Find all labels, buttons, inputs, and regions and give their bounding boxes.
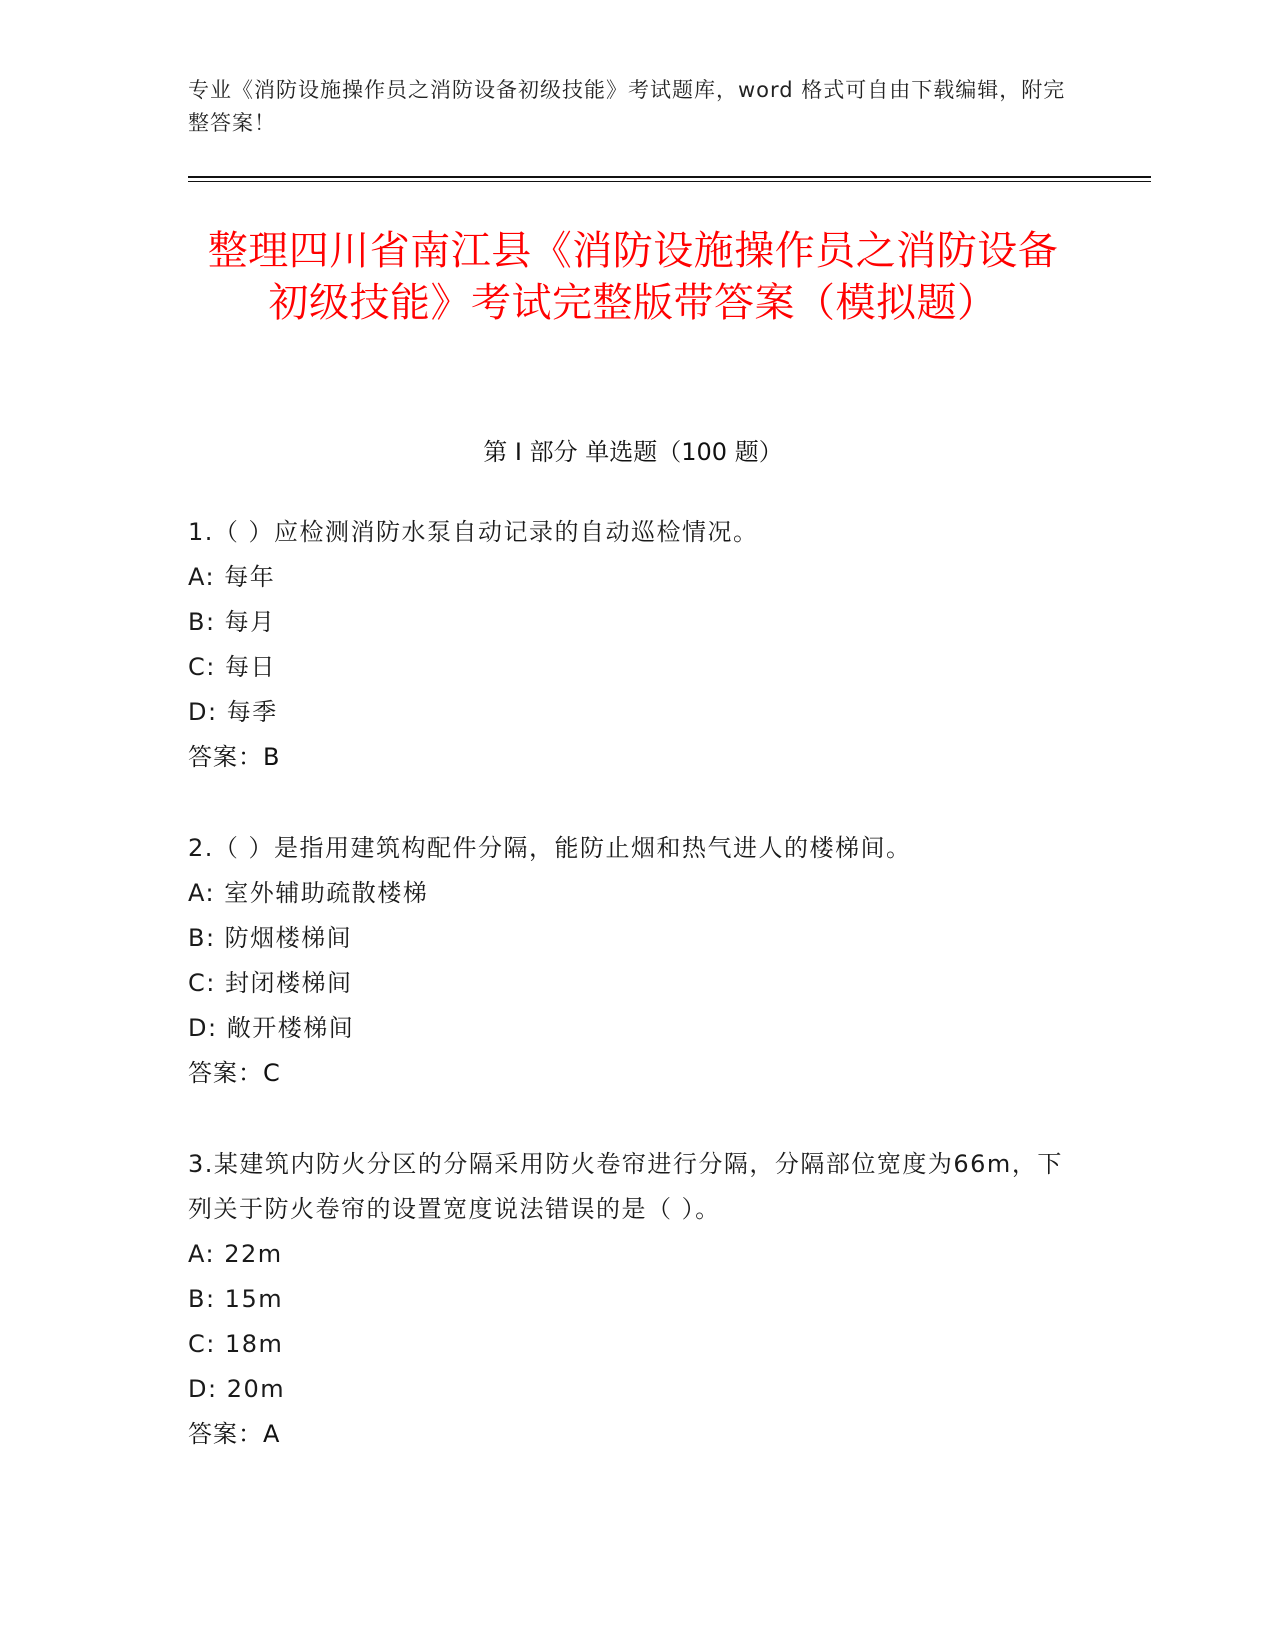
question-2 bbox=[188, 826, 1088, 1096]
question-3 bbox=[188, 1142, 1088, 1457]
option-d: D: 每季 bbox=[188, 698, 278, 726]
option-b: B: 防烟楼梯间 bbox=[188, 924, 353, 952]
answer-label: 答案： bbox=[188, 743, 263, 771]
answer-line bbox=[188, 1051, 1088, 1096]
option-c: C: 每日 bbox=[188, 653, 276, 681]
option-d: D: 敞开楼梯间 bbox=[188, 1014, 355, 1042]
question-1 bbox=[188, 510, 1088, 780]
option-b: B: 15m bbox=[188, 1285, 284, 1313]
answer-label: 答案： bbox=[188, 1059, 263, 1087]
answer-line bbox=[188, 735, 1088, 780]
question-stem: 1.（ ）应检测消防水泵自动记录的自动巡检情况。 bbox=[188, 518, 759, 546]
answer-label: 答案： bbox=[188, 1420, 263, 1448]
option-a: A: 每年 bbox=[188, 563, 276, 591]
option-d: D: 20m bbox=[188, 1375, 286, 1403]
option-a: A: 室外辅助疏散楼梯 bbox=[188, 879, 429, 907]
question-stem: 3.某建筑内防火分区的分隔采用防火卷帘进行分隔，分隔部位宽度为66m，下列关于防火卷帘的设置宽度说法错误的是（ ）。 bbox=[188, 1150, 1063, 1223]
document-title: 整理四川省南江县《消防设施操作员之消防设备初级技能》考试完整版带答案（模拟题） bbox=[207, 228, 1059, 326]
header-note: 专业《消防设施操作员之消防设备初级技能》考试题库，word 格式可自由下载编辑，附完整答案！ bbox=[188, 78, 1066, 135]
answer-value: B bbox=[263, 743, 280, 771]
option-c: C: 18m bbox=[188, 1330, 284, 1358]
header-divider-thin bbox=[188, 181, 1151, 182]
header-divider-thick bbox=[188, 176, 1151, 178]
option-a: A: 22m bbox=[188, 1240, 283, 1268]
option-c: C: 封闭楼梯间 bbox=[188, 969, 353, 997]
answer-line bbox=[188, 1412, 1088, 1457]
section-heading: 第 I 部分 单选题（100 题） bbox=[483, 438, 783, 466]
option-b: B: 每月 bbox=[188, 608, 276, 636]
question-stem: 2.（ ）是指用建筑构配件分隔，能防止烟和热气进人的楼梯间。 bbox=[188, 834, 912, 862]
answer-value: C bbox=[263, 1059, 280, 1087]
answer-value: A bbox=[263, 1420, 280, 1448]
